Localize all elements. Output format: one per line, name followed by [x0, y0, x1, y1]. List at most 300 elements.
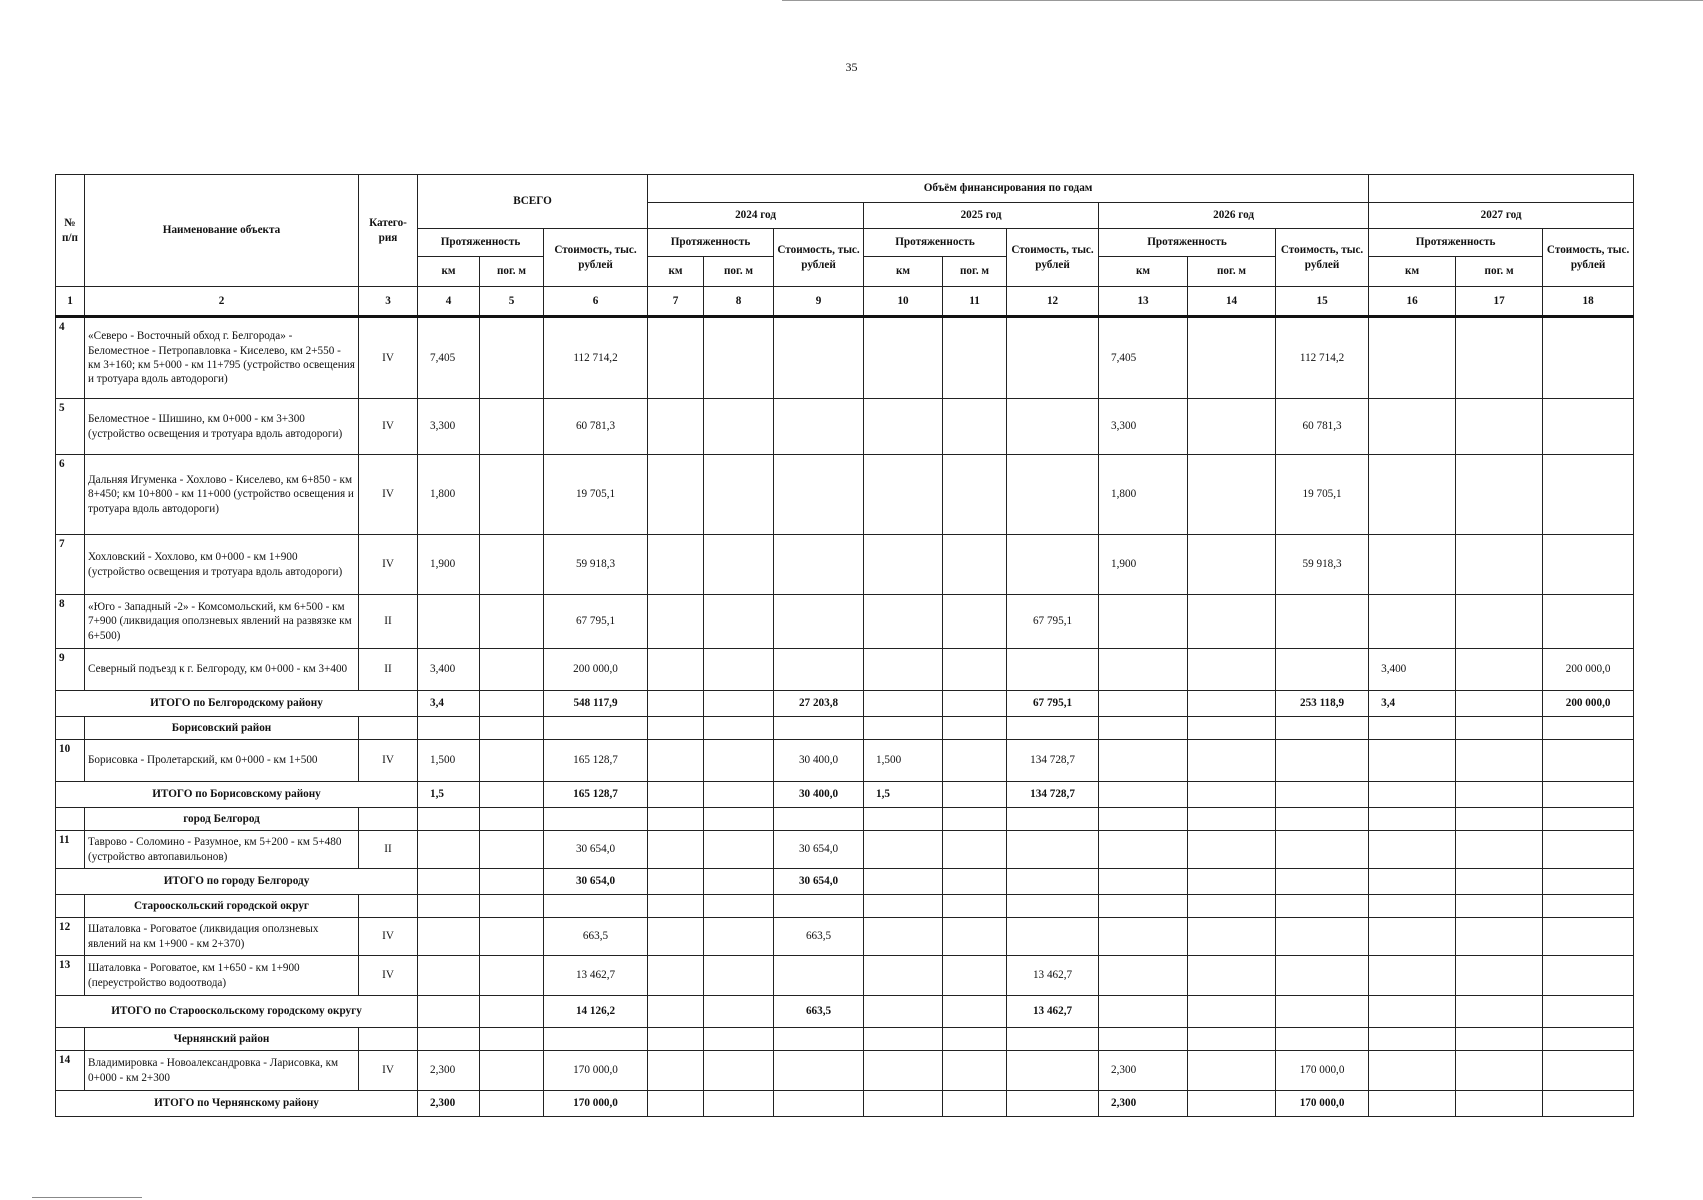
total-row [56, 782, 1634, 808]
value-cell [1188, 649, 1276, 691]
value-cell: 200 000,0 [544, 649, 648, 691]
total-value-cell: 30 654,0 [544, 869, 648, 895]
value-cell [1543, 535, 1634, 595]
total-value-cell: 548 117,9 [544, 691, 648, 717]
row-number: 11 [56, 831, 85, 869]
header-year-2025: 2025 год [864, 203, 1099, 229]
value-cell: 7,405 [418, 317, 480, 399]
total-value-cell [418, 869, 480, 895]
header-year-2026: 2026 год [1099, 203, 1369, 229]
value-cell: 1,500 [864, 740, 943, 782]
value-cell: 1,800 [418, 455, 480, 535]
column-number-cell: 8 [704, 287, 774, 317]
value-cell [943, 956, 1007, 996]
value-cell [704, 455, 774, 535]
empty-cell [544, 808, 648, 831]
total-value-cell [1188, 1091, 1276, 1117]
section-row [56, 717, 1634, 740]
value-cell [1369, 831, 1456, 869]
total-value-cell: 170 000,0 [544, 1091, 648, 1117]
column-number-cell: 1 [56, 287, 85, 317]
total-value-cell [704, 691, 774, 717]
value-cell [1543, 317, 1634, 399]
value-cell [480, 1051, 544, 1091]
empty-cell [864, 895, 943, 918]
value-cell [1456, 1051, 1543, 1091]
total-value-cell: 3,4 [1369, 691, 1456, 717]
total-value-cell [1456, 996, 1543, 1028]
row-number: 4 [56, 317, 85, 399]
empty-cell [480, 1028, 544, 1051]
value-cell: 663,5 [544, 918, 648, 956]
top-edge-rule [782, 0, 1703, 1]
total-value-cell [1369, 996, 1456, 1028]
value-cell [1543, 1051, 1634, 1091]
value-cell [864, 535, 943, 595]
value-cell [704, 535, 774, 595]
value-cell [418, 595, 480, 649]
value-cell [1369, 595, 1456, 649]
total-value-cell [480, 782, 544, 808]
value-cell [1456, 317, 1543, 399]
empty-cell [943, 895, 1007, 918]
category-cell: IV [359, 399, 418, 455]
empty-cell [864, 808, 943, 831]
empty-cell [1188, 895, 1276, 918]
object-name: Шаталовка - Роговатое (ликвидация оползневых явлений на км 1+900 - км 2+370) [85, 918, 359, 956]
total-value-cell [648, 1091, 704, 1117]
value-cell: 67 795,1 [1007, 595, 1099, 649]
object-name: Борисовка - Пролетарский, км 0+000 - км 1+500 [85, 740, 359, 782]
empty-cell [359, 1028, 418, 1051]
total-value-cell [480, 996, 544, 1028]
object-name: Владимировка - Новоалександровка - Ларисовка, км 0+000 - км 2+300 [85, 1051, 359, 1091]
section-row [56, 808, 1634, 831]
empty-cell [774, 717, 864, 740]
total-value-cell [1369, 1091, 1456, 1117]
total-value-cell [1543, 782, 1634, 808]
total-value-cell [648, 691, 704, 717]
section-row [56, 895, 1634, 918]
header-cost-2026: Стоимость, тыс. рублей [1276, 229, 1369, 287]
value-cell [943, 1051, 1007, 1091]
object-name: «Юго - Западный -2» - Комсомольский, км 6+500 - км 7+900 (ликвидация оползневых явлений на развязке км 6+500) [85, 595, 359, 649]
empty-cell [774, 808, 864, 831]
value-cell [864, 649, 943, 691]
header-km: км [864, 257, 943, 287]
value-cell: 19 705,1 [1276, 455, 1369, 535]
empty-cell [1543, 1028, 1634, 1051]
row-number: 9 [56, 649, 85, 691]
total-value-cell [943, 869, 1007, 895]
empty-cell [864, 717, 943, 740]
value-cell [648, 595, 704, 649]
value-cell [1007, 399, 1099, 455]
value-cell [1543, 595, 1634, 649]
value-cell [1188, 595, 1276, 649]
value-cell [418, 956, 480, 996]
total-value-cell [648, 869, 704, 895]
value-cell [864, 956, 943, 996]
value-cell [1369, 535, 1456, 595]
value-cell [648, 740, 704, 782]
header-financing: Объём финансирования по годам [648, 175, 1369, 203]
total-value-cell [704, 996, 774, 1028]
value-cell [704, 595, 774, 649]
category-cell: IV [359, 535, 418, 595]
header-pogm: пог. м [704, 257, 774, 287]
value-cell [864, 831, 943, 869]
value-cell [480, 956, 544, 996]
header-cost-2027: Стоимость, тыс. рублей [1543, 229, 1634, 287]
column-number-cell: 12 [1007, 287, 1099, 317]
empty-cell [864, 1028, 943, 1051]
total-value-cell [648, 996, 704, 1028]
value-cell [1456, 831, 1543, 869]
total-value-cell [943, 1091, 1007, 1117]
value-cell [943, 831, 1007, 869]
value-cell [648, 317, 704, 399]
column-number-cell: 5 [480, 287, 544, 317]
total-value-cell [943, 691, 1007, 717]
total-value-cell [1543, 996, 1634, 1028]
value-cell: 3,400 [1369, 649, 1456, 691]
empty-cell [774, 895, 864, 918]
value-cell [1007, 455, 1099, 535]
column-number-cell: 4 [418, 287, 480, 317]
empty-cell [1276, 1028, 1369, 1051]
header-cost-2024: Стоимость, тыс. рублей [774, 229, 864, 287]
value-cell [1007, 535, 1099, 595]
total-value-cell [943, 782, 1007, 808]
value-cell [1456, 399, 1543, 455]
table-header [56, 175, 1634, 287]
row-number: 10 [56, 740, 85, 782]
row-number: 13 [56, 956, 85, 996]
value-cell [1543, 740, 1634, 782]
value-cell: 663,5 [774, 918, 864, 956]
table-row [56, 918, 1634, 956]
value-cell [1276, 740, 1369, 782]
column-number-cell: 10 [864, 287, 943, 317]
total-value-cell: 67 795,1 [1007, 691, 1099, 717]
total-value-cell [480, 691, 544, 717]
column-number-cell: 6 [544, 287, 648, 317]
value-cell: 13 462,7 [1007, 956, 1099, 996]
total-value-cell [1099, 782, 1188, 808]
section-spacer [56, 808, 85, 831]
value-cell [1099, 649, 1188, 691]
total-value-cell: 2,300 [1099, 1091, 1188, 1117]
value-cell [648, 455, 704, 535]
value-cell [1099, 595, 1188, 649]
value-cell [1456, 740, 1543, 782]
value-cell [1099, 918, 1188, 956]
total-value-cell: 170 000,0 [1276, 1091, 1369, 1117]
header-financing-cont [1369, 175, 1634, 203]
header-year-2024: 2024 год [648, 203, 864, 229]
empty-cell [1099, 717, 1188, 740]
value-cell [1369, 740, 1456, 782]
category-cell: IV [359, 740, 418, 782]
total-value-cell [1456, 1091, 1543, 1117]
value-cell [774, 956, 864, 996]
empty-cell [943, 1028, 1007, 1051]
value-cell [648, 831, 704, 869]
header-cost-total: Стоимость, тыс. рублей [544, 229, 648, 287]
header-length-2024: Протяженность [648, 229, 774, 257]
column-number-cell: 14 [1188, 287, 1276, 317]
value-cell: 1,900 [418, 535, 480, 595]
value-cell [704, 317, 774, 399]
header-year-2027: 2027 год [1369, 203, 1634, 229]
value-cell [648, 918, 704, 956]
object-name: Дальняя Игуменка - Хохлово - Киселево, км 6+850 - км 8+450; км 10+800 - км 11+000 (устройство освещения и тротуара вдоль автодороги) [85, 455, 359, 535]
table-row [56, 399, 1634, 455]
category-cell: II [359, 649, 418, 691]
empty-cell [1099, 1028, 1188, 1051]
total-value-cell [704, 782, 774, 808]
total-value-cell [1188, 691, 1276, 717]
value-cell [1276, 831, 1369, 869]
header-pogm: пог. м [1188, 257, 1276, 287]
empty-cell [544, 895, 648, 918]
empty-cell [648, 1028, 704, 1051]
empty-cell [1369, 895, 1456, 918]
table-row [56, 831, 1634, 869]
header-pogm: пог. м [1456, 257, 1543, 287]
value-cell [1369, 1051, 1456, 1091]
empty-cell [1456, 808, 1543, 831]
value-cell [1099, 831, 1188, 869]
page-number: 35 [845, 60, 858, 74]
header-category: Катего-рия [359, 175, 418, 287]
empty-cell [1543, 717, 1634, 740]
section-spacer [56, 717, 85, 740]
value-cell [1188, 740, 1276, 782]
column-number-cell: 16 [1369, 287, 1456, 317]
header-length-2027: Протяженность [1369, 229, 1543, 257]
total-value-cell: 134 728,7 [1007, 782, 1099, 808]
value-cell: 170 000,0 [544, 1051, 648, 1091]
total-value-cell [1099, 869, 1188, 895]
table-row [56, 649, 1634, 691]
total-value-cell [1369, 782, 1456, 808]
empty-cell [704, 895, 774, 918]
empty-cell [943, 717, 1007, 740]
total-value-cell [1007, 869, 1099, 895]
empty-cell [1007, 717, 1099, 740]
column-number-cell: 11 [943, 287, 1007, 317]
header-cost-2025: Стоимость, тыс. рублей [1007, 229, 1099, 287]
empty-cell [1007, 1028, 1099, 1051]
object-name: Шаталовка - Роговатое, км 1+650 - км 1+900 (переустройство водоотвода) [85, 956, 359, 996]
value-cell [1188, 956, 1276, 996]
total-value-cell [864, 1091, 943, 1117]
empty-cell [1007, 808, 1099, 831]
header-name: Наименование объекта [85, 175, 359, 287]
total-value-cell: 1,5 [418, 782, 480, 808]
empty-cell [648, 717, 704, 740]
empty-cell [480, 808, 544, 831]
total-value-cell [1456, 782, 1543, 808]
total-value-cell [704, 1091, 774, 1117]
empty-cell [1007, 895, 1099, 918]
total-value-cell: 14 126,2 [544, 996, 648, 1028]
empty-cell [943, 808, 1007, 831]
value-cell: 7,405 [1099, 317, 1188, 399]
value-cell [774, 649, 864, 691]
value-cell [1456, 535, 1543, 595]
value-cell: 2,300 [418, 1051, 480, 1091]
empty-cell [480, 717, 544, 740]
financing-table [55, 174, 1634, 1117]
value-cell [704, 740, 774, 782]
value-cell: 3,300 [418, 399, 480, 455]
header-no: № п/п [56, 175, 85, 287]
total-value-cell [1188, 782, 1276, 808]
section-row [56, 1028, 1634, 1051]
value-cell: 170 000,0 [1276, 1051, 1369, 1091]
header-length-2026: Протяженность [1099, 229, 1276, 257]
empty-cell [704, 717, 774, 740]
header-km: км [1099, 257, 1188, 287]
value-cell [1369, 918, 1456, 956]
value-cell [943, 595, 1007, 649]
header-km: км [648, 257, 704, 287]
empty-cell [1456, 717, 1543, 740]
value-cell [774, 399, 864, 455]
total-value-cell [1276, 996, 1369, 1028]
total-value-cell: 30 400,0 [774, 782, 864, 808]
value-cell: 3,400 [418, 649, 480, 691]
column-number-cell: 2 [85, 287, 359, 317]
value-cell: 112 714,2 [1276, 317, 1369, 399]
empty-cell [1099, 895, 1188, 918]
value-cell [480, 595, 544, 649]
table-row [56, 455, 1634, 535]
value-cell: 19 705,1 [544, 455, 648, 535]
total-value-cell [1369, 869, 1456, 895]
empty-cell [1456, 1028, 1543, 1051]
empty-cell [359, 808, 418, 831]
total-label: ИТОГО по Белгородскому району [56, 691, 418, 717]
category-cell: IV [359, 455, 418, 535]
total-value-cell [943, 996, 1007, 1028]
empty-cell [1276, 717, 1369, 740]
object-name: Беломестное - Шишино, км 0+000 - км 3+300 (устройство освещения и тротуара вдоль автодороги) [85, 399, 359, 455]
value-cell: 30 400,0 [774, 740, 864, 782]
column-number-cell: 7 [648, 287, 704, 317]
category-cell: II [359, 831, 418, 869]
value-cell [480, 399, 544, 455]
row-number: 5 [56, 399, 85, 455]
empty-cell [1099, 808, 1188, 831]
empty-cell [1188, 717, 1276, 740]
column-number-cell: 15 [1276, 287, 1369, 317]
total-row [56, 869, 1634, 895]
value-cell [480, 455, 544, 535]
table-row [56, 535, 1634, 595]
category-cell: IV [359, 918, 418, 956]
value-cell [864, 399, 943, 455]
header-length-total: Протяженность [418, 229, 544, 257]
value-cell: 165 128,7 [544, 740, 648, 782]
empty-cell [704, 808, 774, 831]
section-title: Борисовский район [85, 717, 359, 740]
section-spacer [56, 1028, 85, 1051]
total-value-cell: 30 654,0 [774, 869, 864, 895]
value-cell [480, 317, 544, 399]
value-cell [943, 455, 1007, 535]
value-cell [774, 455, 864, 535]
total-value-cell [480, 869, 544, 895]
value-cell [648, 649, 704, 691]
value-cell [648, 535, 704, 595]
empty-cell [544, 1028, 648, 1051]
section-title: Чернянский район [85, 1028, 359, 1051]
empty-cell [648, 895, 704, 918]
value-cell: 59 918,3 [544, 535, 648, 595]
total-label: ИТОГО по Борисовскому району [56, 782, 418, 808]
value-cell [1099, 956, 1188, 996]
value-cell [1369, 399, 1456, 455]
value-cell [1456, 918, 1543, 956]
section-spacer [56, 895, 85, 918]
empty-cell [359, 717, 418, 740]
empty-cell [418, 1028, 480, 1051]
empty-cell [544, 717, 648, 740]
column-number-cell: 18 [1543, 287, 1634, 317]
value-cell: 60 781,3 [1276, 399, 1369, 455]
section-title: город Белгород [85, 808, 359, 831]
value-cell [1099, 740, 1188, 782]
empty-cell [1276, 808, 1369, 831]
value-cell [943, 399, 1007, 455]
total-value-cell [648, 782, 704, 808]
object-name: Таврово - Соломино - Разумное, км 5+200 - км 5+480 (устройство автопавильонов) [85, 831, 359, 869]
category-cell: IV [359, 1051, 418, 1091]
value-cell [1276, 956, 1369, 996]
value-cell [1456, 595, 1543, 649]
value-cell: 60 781,3 [544, 399, 648, 455]
value-cell [704, 1051, 774, 1091]
total-value-cell: 13 462,7 [1007, 996, 1099, 1028]
total-value-cell: 253 118,9 [1276, 691, 1369, 717]
header-km: км [1369, 257, 1456, 287]
value-cell [1007, 649, 1099, 691]
empty-cell [1456, 895, 1543, 918]
section-title: Старооскольский городской округ [85, 895, 359, 918]
value-cell [704, 918, 774, 956]
value-cell: 112 714,2 [544, 317, 648, 399]
total-value-cell [1543, 1091, 1634, 1117]
bottom-edge-rule [32, 1197, 142, 1198]
value-cell [480, 535, 544, 595]
column-number-cell: 13 [1099, 287, 1188, 317]
value-cell [1369, 317, 1456, 399]
category-cell: IV [359, 317, 418, 399]
value-cell [1188, 455, 1276, 535]
column-number-row [56, 287, 1634, 317]
value-cell: 200 000,0 [1543, 649, 1634, 691]
value-cell: 1,900 [1099, 535, 1188, 595]
total-value-cell [1099, 691, 1188, 717]
row-number: 7 [56, 535, 85, 595]
row-number: 14 [56, 1051, 85, 1091]
value-cell [774, 535, 864, 595]
value-cell [864, 317, 943, 399]
